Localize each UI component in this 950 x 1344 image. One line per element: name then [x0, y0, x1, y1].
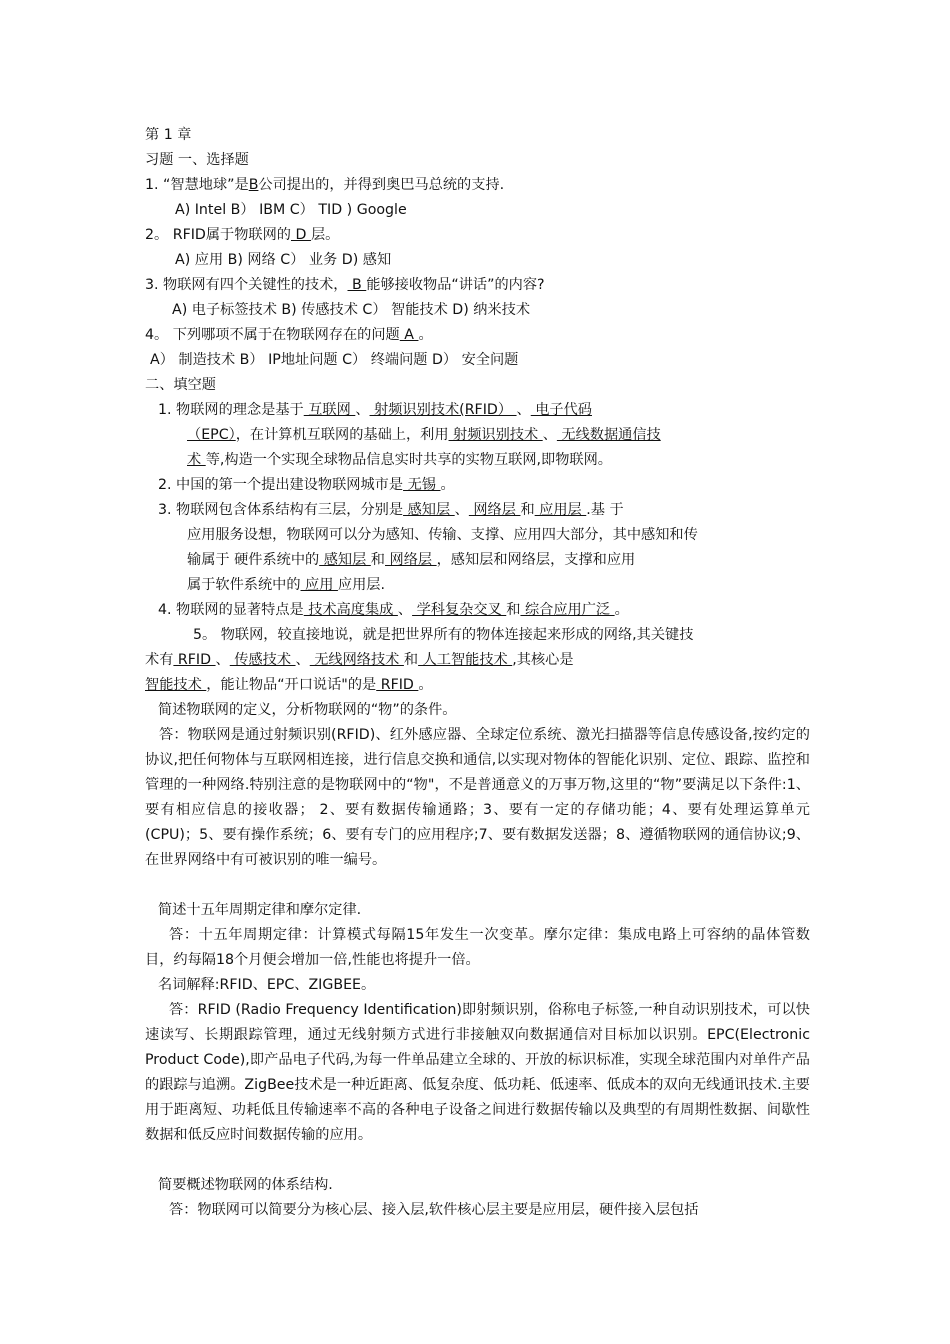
- question-text: 1. 物联网的理念是基于: [158, 402, 304, 418]
- answer-blank: B: [347, 277, 367, 293]
- question-text: 等,构造一个实现全球物品信息实时共享的实物互联网,即物联网。: [205, 452, 612, 468]
- fill-q1-line3: [187, 448, 809, 473]
- question-text: 层。: [310, 227, 340, 243]
- answer-blank: 无线数据通信技: [556, 427, 661, 443]
- separator: 、: [397, 602, 413, 618]
- separator: 、: [355, 402, 370, 418]
- conjunction: 和: [370, 552, 385, 568]
- answer-blank: RFID: [173, 652, 216, 668]
- question-text: 输属于 硬件系统中的: [187, 552, 320, 568]
- separator: 、: [215, 652, 230, 668]
- question-text: 公司提出的，并得到奥巴马总统的支持.: [258, 177, 505, 193]
- question-text: 属于软件系统中的: [187, 577, 301, 593]
- mc-question-1: [145, 173, 810, 198]
- question-text: 。: [614, 602, 629, 618]
- question-text: 2. 中国的第一个提出建设物联网城市是: [158, 477, 404, 493]
- answer-blank: 应用: [300, 577, 338, 593]
- question-text: 3. 物联网包含体系结构有三层，分别是: [158, 502, 404, 518]
- fill-q5-line3: [145, 673, 810, 698]
- question-text: 4。 下列哪项不属于在物联网存在的问题: [145, 327, 400, 343]
- answer-blank: 射频识别技术: [448, 427, 543, 443]
- answer-blank: 无锡: [403, 477, 441, 493]
- answer-blank: 感知层: [319, 552, 371, 568]
- essay-answer-2: 答：十五年周期定律：计算模式每隔15年发生一次变革。摩尔定律：集成电路上可容纳的晶体管数目，约每隔18个月便会增加一倍,性能也将提升一倍。: [145, 927, 810, 968]
- conjunction: 和: [403, 652, 419, 668]
- question-text: ,其核心是: [512, 652, 574, 668]
- question-text: 术有: [145, 652, 174, 668]
- section-heading-fill: 二、填空题: [145, 377, 216, 393]
- answer-blank: 智能技术: [145, 677, 207, 693]
- mc-question-4: [145, 323, 810, 348]
- answer-blank: 电子代码: [530, 402, 592, 418]
- fill-q5-line1: 5。 物联网，较直接地说，就是把世界所有的物体连接起来形成的网络,其关键技: [193, 627, 694, 643]
- answer-blank: D: [290, 227, 311, 243]
- answer-blank: 网络层: [385, 552, 437, 568]
- answer-blank: 网络层: [468, 502, 521, 518]
- fill-q3-line3: [187, 548, 809, 573]
- mc-options-2: A) 应用 B) 网络 C） 业务 D) 感知: [175, 252, 392, 268]
- fill-q1-line1: [158, 398, 808, 423]
- answer-blank: 术: [187, 452, 206, 468]
- answer-blank: 应用层: [534, 502, 587, 518]
- answer-blank: 无线网络技术: [309, 652, 404, 668]
- question-text: .基 于: [586, 502, 624, 518]
- question-text: 4. 物联网的显著特点是: [158, 602, 304, 618]
- answer-blank: 感知层: [403, 502, 455, 518]
- fill-q1-line2: [187, 423, 809, 448]
- question-text: 。: [440, 477, 455, 493]
- fill-q4: [158, 598, 808, 623]
- section-heading-choice: 习题 一、选择题: [145, 152, 249, 168]
- separator: 、: [542, 427, 557, 443]
- question-text: ，在计算机互联网的基础上，利用: [235, 427, 449, 443]
- conjunction: 和: [506, 602, 521, 618]
- answer-blank: 传感技术: [229, 652, 296, 668]
- question-text: ，感知层和网络层，支撑和应用: [436, 552, 636, 568]
- question-text: ，能让物品“开口说话"的是: [206, 677, 377, 693]
- fill-q2: [158, 473, 808, 498]
- question-text: 。: [418, 677, 433, 693]
- answer-blank: 技术高度集成: [303, 602, 398, 618]
- essay-answer-1: 答：物联网是通过射频识别(RFID)、红外感应器、全球定位系统、激光扫描器等信息传感设备,按约定的协议,把任何物体与互联网相连接，进行信息交换和通信,以实现对物体的智能化识别、定位、跟踪、监控和管理的一种网络.特别注意的是物联网中的“物"，不是普通意义的万事万物,这里的“物”要满足以下条件:1、要有相应信息的接收器； 2、要有数据传输通路；3、要有一定的存储功能；4、要有处理运算单元(CPU)；5、要有操作系统；6、要有专门的应用程序;7、要有数据发送器；8、遵循物联网的通信协议;9、在世界网络中有可被识别的唯一编号。: [145, 727, 810, 868]
- separator: 、: [454, 502, 469, 518]
- answer-blank: 射频识别技术(RFID）: [369, 402, 517, 418]
- question-text: 能够接收物品“讲话”的内容?: [366, 277, 545, 293]
- answer-blank: B: [248, 177, 259, 193]
- essay-question-4: 简要概述物联网的体系结构.: [158, 1177, 333, 1193]
- separator: 、: [516, 402, 531, 418]
- mc-options-1: A) Intel B） IBM C） TID ) Google: [175, 202, 407, 218]
- essay-answer-3: 答：RFID (Radio Frequency Identification)即射频识别，俗称电子标签,一种自动识别技术，可以快速读写、长期跟踪管理，通过无线射频方式进行非接触双向数据通信对目标加以识别。EPC(Electronic Product Code),即产品电子代码,为每一件单品建立全球的、开放的标识标准，实现全球范围内对单件产品的跟踪与追溯。ZigBee技术是一种近距离、低复杂度、低功耗、低速率、低成本的双向无线通讯技术.主要用于距离短、功耗低且传输速率不高的各种电子设备之间进行数据传输以及典型的有周期性数据、间歇性数据和低反应时间数据传输的应用。: [145, 1002, 810, 1143]
- mc-options-4: A） 制造技术 B） IP地址问题 C） 终端问题 D） 安全问题: [150, 352, 519, 368]
- essay-question-2: 简述十五年周期定律和摩尔定律.: [158, 902, 362, 918]
- question-text: 应用层.: [337, 577, 385, 593]
- question-text: 2。 RFID属于物联网的: [145, 227, 291, 243]
- mc-question-3: [145, 273, 810, 298]
- answer-blank: 人工智能技术: [418, 652, 513, 668]
- chapter-title: 第 1 章: [145, 127, 192, 143]
- essay-answer-4: 答：物联网可以简要分为核心层、接入层,软件核心层主要是应用层，硬件接入层包括: [169, 1202, 699, 1218]
- answer-blank: （EPC）: [187, 427, 236, 443]
- question-text: 1. “智慧地球”是: [145, 177, 249, 193]
- answer-blank: 互联网: [303, 402, 356, 418]
- question-text: 3. 物联网有四个关键性的技术，: [145, 277, 348, 293]
- fill-q3-line2: 应用服务设想，物联网可以分为感知、传输、支撑、应用四大部分，其中感知和传: [187, 527, 698, 543]
- essay-question-1: 简述物联网的定义，分析物联网的“物”的条件。: [158, 702, 457, 718]
- fill-q3-line1: [158, 498, 808, 523]
- conjunction: 和: [520, 502, 535, 518]
- answer-blank: A: [399, 327, 419, 343]
- separator: 、: [295, 652, 310, 668]
- fill-q3-line4: [187, 573, 809, 598]
- answer-blank: 学科复杂交叉: [412, 602, 507, 618]
- fill-q5-line2: [145, 648, 810, 673]
- mc-question-2: [145, 223, 810, 248]
- mc-options-3: A) 电子标签技术 B) 传感技术 C） 智能技术 D) 纳米技术: [172, 302, 531, 318]
- question-text: 。: [418, 327, 433, 343]
- answer-blank: 综合应用广泛: [520, 602, 615, 618]
- answer-blank: RFID: [376, 677, 419, 693]
- essay-question-3: 名词解释:RFID、EPC、ZIGBEE。: [158, 977, 376, 993]
